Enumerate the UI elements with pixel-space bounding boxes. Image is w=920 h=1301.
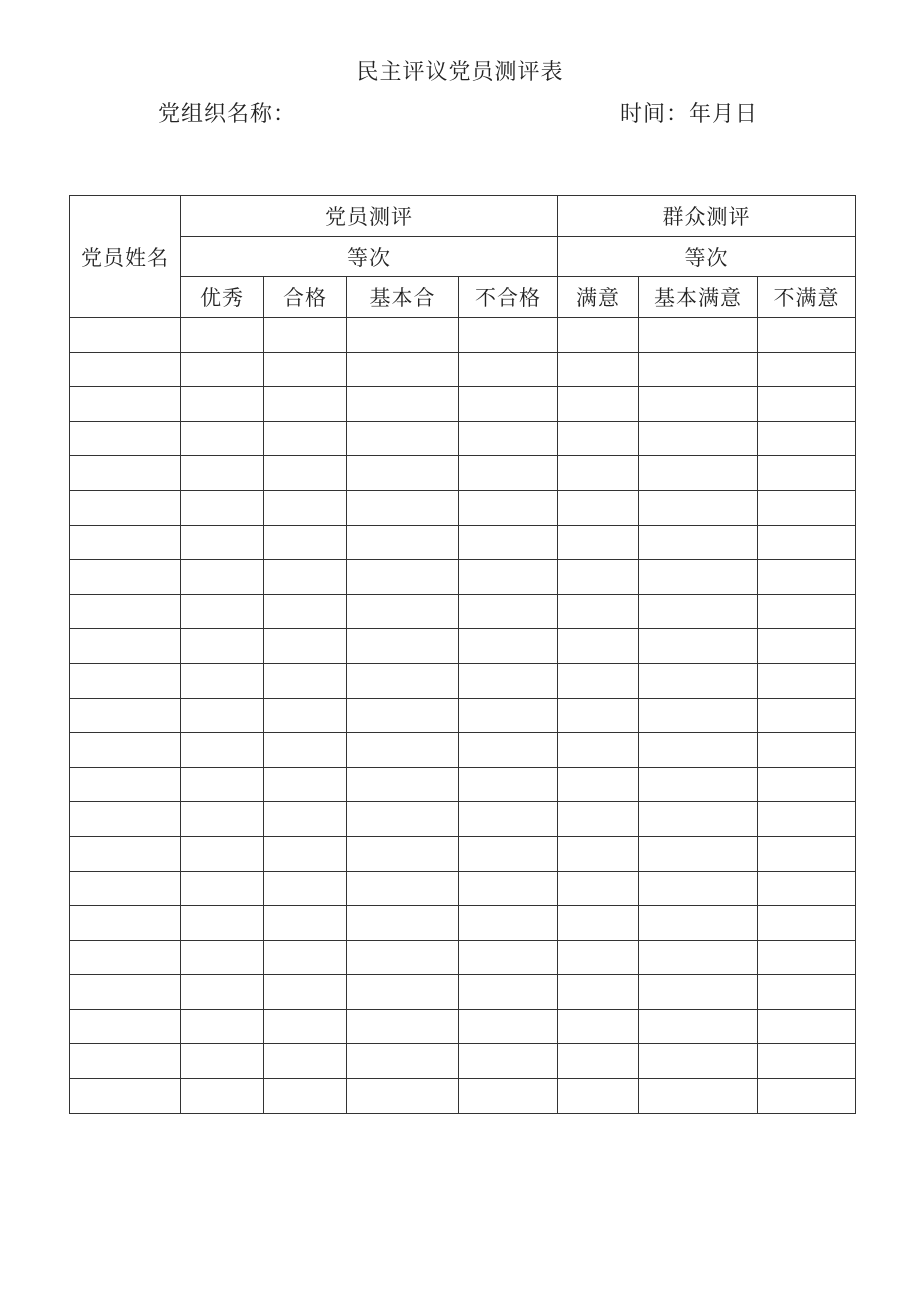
member-name-cell[interactable] [70, 836, 181, 871]
grade-mark-cell[interactable] [264, 871, 347, 906]
grade-qualified-header: 合格 [264, 277, 347, 318]
header-row-1 [70, 196, 856, 237]
grade-mark-cell[interactable] [347, 1079, 459, 1114]
member-name-cell[interactable] [70, 975, 181, 1010]
grade-mark-cell[interactable] [639, 594, 758, 629]
table-row [70, 594, 856, 629]
grade-mark-cell[interactable] [639, 318, 758, 353]
grade-mark-cell[interactable] [181, 318, 264, 353]
public-grade-header: 等次 [558, 237, 856, 277]
grade-mark-cell[interactable] [347, 352, 459, 387]
grade-mark-cell[interactable] [558, 975, 639, 1010]
table-row [70, 318, 856, 353]
grade-mark-cell[interactable] [639, 802, 758, 837]
grade-mark-cell[interactable] [459, 629, 558, 664]
grade-mark-cell[interactable] [347, 560, 459, 595]
grade-mark-cell[interactable] [639, 698, 758, 733]
grade-mark-cell[interactable] [758, 352, 856, 387]
grade-mark-cell[interactable] [459, 1079, 558, 1114]
grade-mark-cell[interactable] [181, 836, 264, 871]
member-name-cell[interactable] [70, 594, 181, 629]
grade-mark-cell[interactable] [459, 1009, 558, 1044]
grade-mark-cell[interactable] [558, 387, 639, 422]
grade-mark-cell[interactable] [558, 663, 639, 698]
grade-mark-cell[interactable] [758, 490, 856, 525]
grade-mark-cell[interactable] [758, 456, 856, 491]
grade-mark-cell[interactable] [758, 387, 856, 422]
member-name-cell[interactable] [70, 525, 181, 560]
grade-mark-cell[interactable] [347, 906, 459, 941]
grade-mark-cell[interactable] [264, 1009, 347, 1044]
evaluation-table [69, 195, 856, 1114]
grade-mark-cell[interactable] [459, 802, 558, 837]
grade-mark-cell[interactable] [264, 975, 347, 1010]
grade-mark-cell[interactable] [264, 1044, 347, 1079]
grade-mark-cell[interactable] [459, 836, 558, 871]
grade-mark-cell[interactable] [347, 525, 459, 560]
grade-mark-cell[interactable] [639, 525, 758, 560]
grade-mark-cell[interactable] [758, 906, 856, 941]
member-name-cell[interactable] [70, 1044, 181, 1079]
grade-mark-cell[interactable] [459, 975, 558, 1010]
grade-mark-cell[interactable] [181, 1009, 264, 1044]
grade-mark-cell[interactable] [558, 733, 639, 768]
grade-mark-cell[interactable] [347, 594, 459, 629]
grade-mark-cell[interactable] [181, 352, 264, 387]
table-row [70, 975, 856, 1010]
member-name-cell[interactable] [70, 871, 181, 906]
page-title: 民主评议党员测评表 [356, 60, 564, 85]
table-row [70, 733, 856, 768]
grade-mark-cell[interactable] [758, 525, 856, 560]
grade-unqualified-header: 不合格 [459, 277, 558, 318]
table-row [70, 421, 856, 456]
member-name-cell[interactable] [70, 733, 181, 768]
grade-mark-cell[interactable] [459, 352, 558, 387]
member-name-cell[interactable] [70, 940, 181, 975]
grade-mark-cell[interactable] [347, 940, 459, 975]
header-row-3 [70, 277, 856, 318]
grade-mark-cell[interactable] [459, 733, 558, 768]
grade-mark-cell[interactable] [639, 733, 758, 768]
grade-mark-cell[interactable] [639, 1044, 758, 1079]
grade-mark-cell[interactable] [181, 871, 264, 906]
member-name-cell[interactable] [70, 387, 181, 422]
grade-mark-cell[interactable] [558, 940, 639, 975]
grade-mark-cell[interactable] [264, 525, 347, 560]
member-name-cell[interactable] [70, 629, 181, 664]
grade-mark-cell[interactable] [758, 802, 856, 837]
grade-mark-cell[interactable] [639, 940, 758, 975]
grade-mark-cell[interactable] [264, 421, 347, 456]
grade-mark-cell[interactable] [264, 1079, 347, 1114]
member-name-cell[interactable] [70, 421, 181, 456]
member-name-cell[interactable] [70, 906, 181, 941]
member-name-cell[interactable] [70, 802, 181, 837]
grade-mark-cell[interactable] [181, 560, 264, 595]
grade-mark-cell[interactable] [558, 490, 639, 525]
grade-mark-cell[interactable] [181, 525, 264, 560]
grade-mark-cell[interactable] [758, 560, 856, 595]
grade-mark-cell[interactable] [459, 871, 558, 906]
grade-mark-cell[interactable] [347, 1044, 459, 1079]
member-name-cell[interactable] [70, 698, 181, 733]
grade-mark-cell[interactable] [181, 490, 264, 525]
grade-mark-cell[interactable] [558, 802, 639, 837]
grade-mark-cell[interactable] [758, 629, 856, 664]
member-name-header: 党员姓名 [70, 196, 181, 318]
table-row [70, 1009, 856, 1044]
grade-mark-cell[interactable] [758, 318, 856, 353]
grade-mark-cell[interactable] [639, 975, 758, 1010]
grade-mark-cell[interactable] [558, 594, 639, 629]
grade-mark-cell[interactable] [264, 387, 347, 422]
grade-mark-cell[interactable] [264, 663, 347, 698]
grade-mark-cell[interactable] [758, 975, 856, 1010]
grade-mark-cell[interactable] [639, 560, 758, 595]
grade-mark-cell[interactable] [459, 560, 558, 595]
grade-mark-cell[interactable] [264, 906, 347, 941]
grade-mark-cell[interactable] [264, 456, 347, 491]
grade-mark-cell[interactable] [758, 421, 856, 456]
grade-mark-cell[interactable] [264, 802, 347, 837]
grade-mark-cell[interactable] [459, 456, 558, 491]
grade-mark-cell[interactable] [639, 767, 758, 802]
member-name-cell[interactable] [70, 1079, 181, 1114]
grade-mark-cell[interactable] [558, 318, 639, 353]
table-row [70, 629, 856, 664]
grade-mark-cell[interactable] [347, 802, 459, 837]
party-grade-header: 等次 [181, 237, 558, 277]
grade-mark-cell[interactable] [459, 767, 558, 802]
grade-mark-cell[interactable] [558, 836, 639, 871]
member-name-cell[interactable] [70, 490, 181, 525]
table-row [70, 1044, 856, 1079]
grade-mark-cell[interactable] [264, 594, 347, 629]
grade-mark-cell[interactable] [459, 1044, 558, 1079]
grade-mark-cell[interactable] [758, 698, 856, 733]
grade-mark-cell[interactable] [347, 836, 459, 871]
org-name-label: 党组织名称： [158, 102, 297, 127]
grade-mark-cell[interactable] [639, 663, 758, 698]
grade-mark-cell[interactable] [558, 525, 639, 560]
grade-mark-cell[interactable] [758, 767, 856, 802]
grade-mark-cell[interactable] [347, 1009, 459, 1044]
grade-mark-cell[interactable] [181, 387, 264, 422]
grade-mark-cell[interactable] [758, 594, 856, 629]
grade-basic-satisfied-header: 基本满意 [639, 277, 758, 318]
grade-mark-cell[interactable] [347, 387, 459, 422]
grade-mark-cell[interactable] [758, 733, 856, 768]
member-name-cell[interactable] [70, 318, 181, 353]
grade-mark-cell[interactable] [459, 421, 558, 456]
grade-mark-cell[interactable] [558, 629, 639, 664]
grade-mark-cell[interactable] [181, 906, 264, 941]
table-row [70, 1079, 856, 1114]
grade-mark-cell[interactable] [558, 560, 639, 595]
table-row [70, 387, 856, 422]
grade-mark-cell[interactable] [558, 1044, 639, 1079]
table-row [70, 663, 856, 698]
grade-mark-cell[interactable] [639, 1009, 758, 1044]
grade-mark-cell[interactable] [181, 698, 264, 733]
grade-mark-cell[interactable] [181, 456, 264, 491]
table-row [70, 836, 856, 871]
table-row [70, 802, 856, 837]
date-label: 时间：年月日 [620, 102, 759, 127]
grade-mark-cell[interactable] [639, 871, 758, 906]
grade-mark-cell[interactable] [459, 525, 558, 560]
grade-mark-cell[interactable] [558, 1009, 639, 1044]
grade-mark-cell[interactable] [264, 698, 347, 733]
grade-mark-cell[interactable] [758, 940, 856, 975]
grade-mark-cell[interactable] [264, 836, 347, 871]
member-name-cell[interactable] [70, 456, 181, 491]
grade-mark-cell[interactable] [758, 663, 856, 698]
grade-mark-cell[interactable] [639, 490, 758, 525]
grade-mark-cell[interactable] [264, 318, 347, 353]
table-row [70, 525, 856, 560]
grade-mark-cell[interactable] [181, 940, 264, 975]
public-eval-header: 群众测评 [558, 196, 856, 237]
grade-mark-cell[interactable] [459, 698, 558, 733]
grade-mark-cell[interactable] [558, 906, 639, 941]
grade-mark-cell[interactable] [181, 594, 264, 629]
member-name-cell[interactable] [70, 352, 181, 387]
table-body [70, 196, 856, 1114]
grade-mark-cell[interactable] [264, 733, 347, 768]
grade-basic-qualified-header: 基本合 [347, 277, 459, 318]
grade-mark-cell[interactable] [459, 906, 558, 941]
grade-mark-cell[interactable] [181, 421, 264, 456]
grade-mark-cell[interactable] [639, 421, 758, 456]
grade-mark-cell[interactable] [558, 767, 639, 802]
grade-mark-cell[interactable] [459, 490, 558, 525]
grade-mark-cell[interactable] [181, 733, 264, 768]
grade-mark-cell[interactable] [558, 1079, 639, 1114]
grade-mark-cell[interactable] [181, 802, 264, 837]
grade-excellent-header: 优秀 [181, 277, 264, 318]
grade-mark-cell[interactable] [347, 698, 459, 733]
table-row [70, 490, 856, 525]
grade-mark-cell[interactable] [758, 1079, 856, 1114]
table-row [70, 352, 856, 387]
member-name-cell[interactable] [70, 560, 181, 595]
grade-satisfied-header: 满意 [558, 277, 639, 318]
grade-mark-cell[interactable] [639, 906, 758, 941]
grade-mark-cell[interactable] [558, 456, 639, 491]
member-name-cell[interactable] [70, 1009, 181, 1044]
grade-mark-cell[interactable] [347, 663, 459, 698]
grade-mark-cell[interactable] [758, 836, 856, 871]
grade-mark-cell[interactable] [639, 352, 758, 387]
party-eval-header: 党员测评 [181, 196, 558, 237]
grade-mark-cell[interactable] [181, 629, 264, 664]
grade-mark-cell[interactable] [558, 698, 639, 733]
grade-mark-cell[interactable] [264, 352, 347, 387]
grade-mark-cell[interactable] [347, 629, 459, 664]
grade-mark-cell[interactable] [347, 975, 459, 1010]
grade-mark-cell[interactable] [758, 1044, 856, 1079]
grade-mark-cell[interactable] [347, 456, 459, 491]
grade-mark-cell[interactable] [558, 871, 639, 906]
grade-mark-cell[interactable] [181, 975, 264, 1010]
grade-mark-cell[interactable] [639, 629, 758, 664]
grade-mark-cell[interactable] [347, 733, 459, 768]
table-row [70, 767, 856, 802]
grade-mark-cell[interactable] [347, 871, 459, 906]
grade-mark-cell[interactable] [347, 421, 459, 456]
grade-mark-cell[interactable] [264, 490, 347, 525]
table-row [70, 871, 856, 906]
table-row [70, 940, 856, 975]
grade-mark-cell[interactable] [347, 767, 459, 802]
grade-mark-cell[interactable] [181, 1079, 264, 1114]
grade-mark-cell[interactable] [459, 318, 558, 353]
member-name-cell[interactable] [70, 663, 181, 698]
grade-mark-cell[interactable] [459, 387, 558, 422]
grade-mark-cell[interactable] [459, 663, 558, 698]
grade-mark-cell[interactable] [347, 318, 459, 353]
grade-mark-cell[interactable] [459, 940, 558, 975]
grade-mark-cell[interactable] [459, 594, 558, 629]
grade-mark-cell[interactable] [264, 560, 347, 595]
table-row [70, 698, 856, 733]
grade-mark-cell[interactable] [639, 387, 758, 422]
grade-mark-cell[interactable] [639, 1079, 758, 1114]
grade-unsatisfied-header: 不满意 [758, 277, 856, 318]
grade-mark-cell[interactable] [264, 629, 347, 664]
grade-mark-cell[interactable] [181, 1044, 264, 1079]
grade-mark-cell[interactable] [758, 1009, 856, 1044]
grade-mark-cell[interactable] [264, 940, 347, 975]
grade-mark-cell[interactable] [758, 871, 856, 906]
grade-mark-cell[interactable] [347, 490, 459, 525]
table-row [70, 906, 856, 941]
member-name-cell[interactable] [70, 767, 181, 802]
grade-mark-cell[interactable] [264, 767, 347, 802]
grade-mark-cell[interactable] [558, 352, 639, 387]
table-row [70, 560, 856, 595]
header-row-2 [70, 237, 856, 277]
table-row [70, 456, 856, 491]
grade-mark-cell[interactable] [639, 836, 758, 871]
grade-mark-cell[interactable] [181, 663, 264, 698]
grade-mark-cell[interactable] [639, 456, 758, 491]
grade-mark-cell[interactable] [181, 767, 264, 802]
grade-mark-cell[interactable] [558, 421, 639, 456]
